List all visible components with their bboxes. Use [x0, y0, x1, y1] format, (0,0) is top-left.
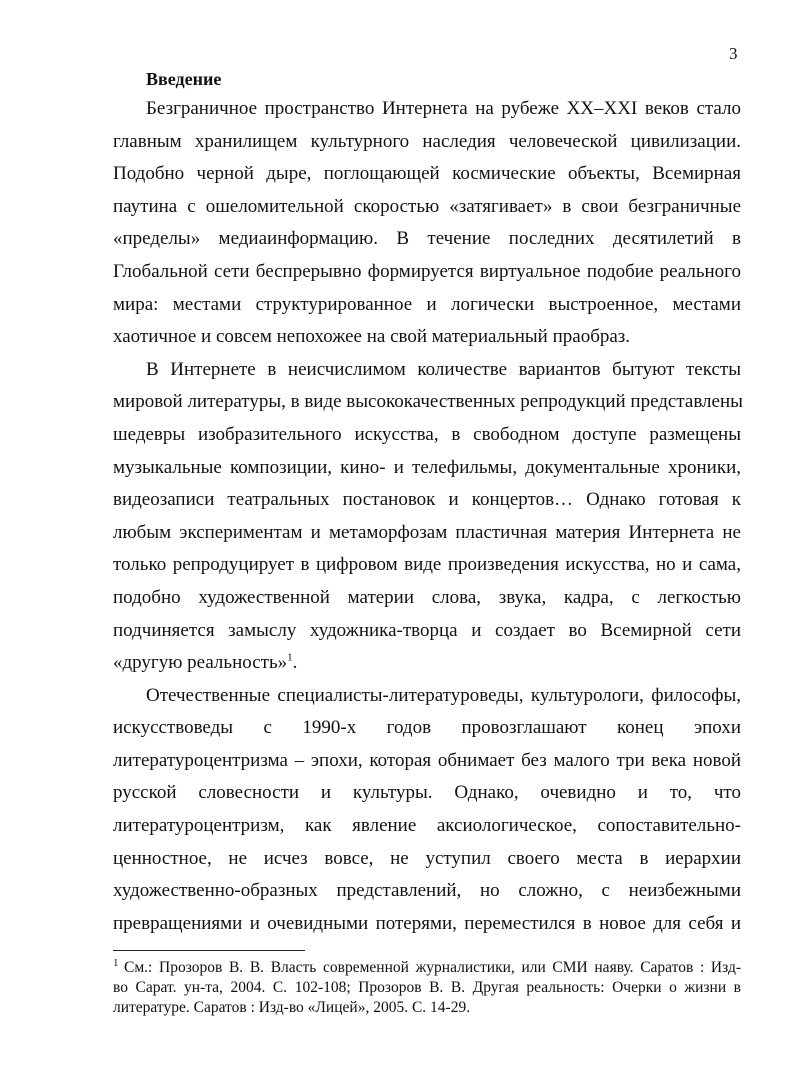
line-text: превращениями и очевидными потерями, переместился в новое для себя и [113, 912, 741, 934]
footnote-reference[interactable]: 1 [287, 651, 293, 664]
text-line [113, 158, 741, 191]
text-line [113, 875, 741, 908]
text-line [113, 419, 741, 452]
text-line [113, 712, 741, 745]
line-text: «пределы» медиаинформацию. В течение последних десятилетий в [113, 228, 741, 250]
text-line [113, 484, 741, 517]
line-text: паутина с ошеломительной скоростью «затягивает» в свои безграничные [113, 195, 741, 217]
line-text: мира: местами структурированное и логически выстроенное, местами [113, 293, 741, 315]
line-text: хаотичное и совсем непохожее на свой материальный праобраз. [113, 326, 631, 348]
line-text: Отечественные специалисты-литературоведы, культурологи, философы, [146, 684, 741, 706]
text-line [113, 647, 741, 680]
text-line [113, 321, 741, 354]
line-text: подобно художественной материи слова, звука, кадра, с легкостью [113, 586, 741, 608]
text-line [113, 354, 741, 387]
footnote-number: 1 [113, 956, 125, 969]
line-text: художественно-образных представлений, но сложно, с неизбежными [113, 880, 741, 902]
line-text: видеозаписи театральных постановок и концертов… Однако готовая к [113, 489, 741, 511]
footnote-line [113, 978, 741, 998]
line-text: литературе. Саратов : Изд-во «Лицей», 2005. С. 14-29. [113, 999, 471, 1016]
line-text: литературоцентризма – эпохи, которая обнимает без малого три века новой [113, 749, 741, 771]
line-text: любым экспериментам и метаморфозам пластичная материя Интернета не [113, 521, 741, 543]
text-line [113, 191, 741, 224]
line-text: мировой литературы, в виде высококачественных репродукций представлены [113, 391, 743, 413]
line-text: ценностное, не исчез вовсе, не уступил своего места в иерархии [113, 847, 741, 869]
line-text: Безграничное пространство Интернета на рубеже XX–XXI веков стало [146, 98, 741, 119]
text-line [113, 126, 741, 159]
line-text: См.: Прозоров В. В. Власть современной журналистики, или СМИ наяву. Саратов : Изд- [124, 959, 741, 976]
line-text: музыкальные композиции, кино- и телефильмы, документальные хроники, [113, 456, 741, 478]
line-text: искусствоведы с 1990-х годов провозглашают конец эпохи [113, 717, 741, 739]
line-text: подчиняется замыслу художника-творца и создает во Всемирной сети [113, 619, 741, 641]
body-text [113, 93, 741, 940]
text-line [113, 386, 741, 419]
page-number: 3 [729, 44, 738, 63]
text-line [113, 452, 741, 485]
footnote-line [113, 998, 741, 1018]
footnote-divider [113, 950, 305, 951]
text-line [113, 615, 741, 648]
line-text: . [292, 652, 298, 674]
text-line [113, 93, 741, 126]
line-text: литературоцентризм, как явление аксиологическое, сопоставительно- [113, 815, 741, 837]
text-line [113, 582, 741, 615]
line-text: шедевры изобразительного искусства, в свободном доступе размещены [113, 423, 741, 445]
line-text: главным хранилищем культурного наследия человеческой цивилизации. [113, 130, 741, 152]
text-line [113, 777, 741, 810]
line-text: «другую реальность» [113, 652, 288, 674]
paragraph [113, 93, 741, 354]
line-text: только репродуцирует в цифровом виде произведения искусства, но и сама, [113, 554, 741, 576]
paragraph [113, 354, 741, 680]
footnote [113, 958, 741, 1018]
text-line [113, 549, 741, 582]
line-text: русской словесности и культуры. Однако, очевидно и то, что [113, 782, 741, 804]
line-text: В Интернете в неисчислимом количестве вариантов бытуют тексты [146, 358, 741, 380]
line-text: во Сарат. ун-та, 2004. С. 102-108; Прозоров В. В. Другая реальность: Очерки о жизни в [113, 979, 741, 996]
line-text: Глобальной сети беспрерывно формируется виртуальное подобие реального [113, 260, 741, 282]
text-line [113, 680, 741, 713]
text-line [113, 810, 741, 843]
text-line [113, 223, 741, 256]
text-line [113, 289, 741, 322]
text-line [113, 517, 741, 550]
text-line [113, 908, 741, 941]
text-line [113, 843, 741, 876]
line-text: Подобно черной дыре, поглощающей космические объекты, Всемирная [113, 163, 741, 185]
footnote-line [113, 958, 741, 978]
text-line [113, 256, 741, 289]
text-line [113, 745, 741, 778]
section-title: Введение [146, 69, 222, 89]
paragraph [113, 680, 741, 941]
